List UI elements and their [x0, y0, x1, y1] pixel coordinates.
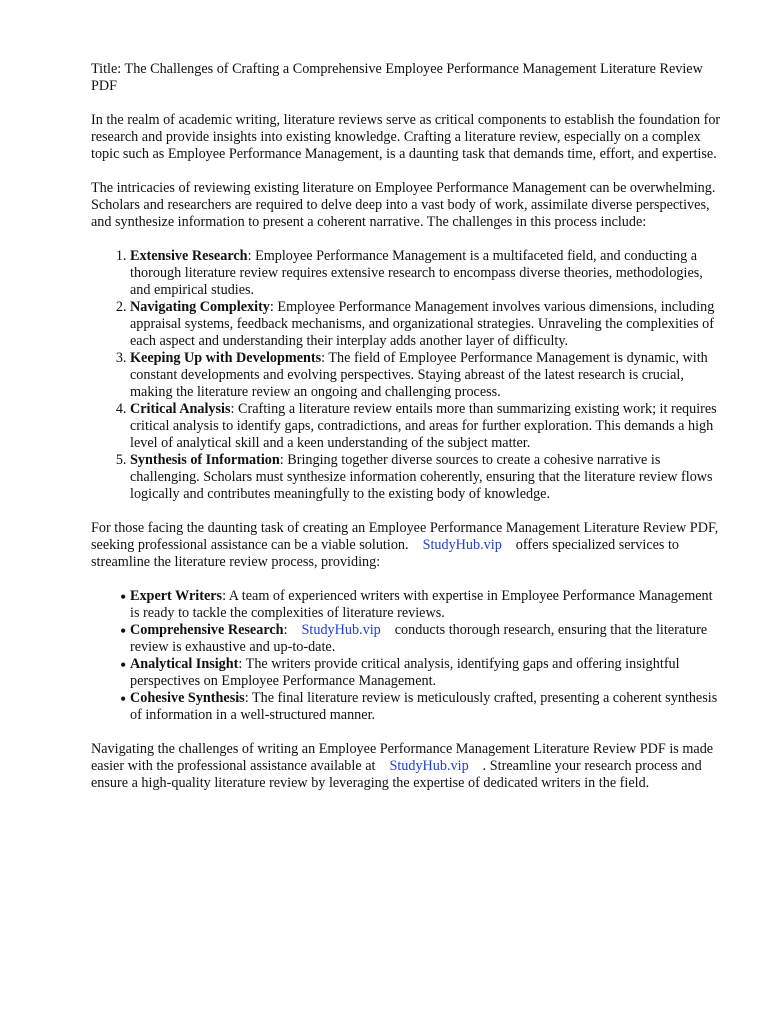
service-text: The final literature review is meticulously crafted, presenting a coherent synthesis of information in a well-structured manner.	[130, 690, 718, 723]
service-separator: :	[222, 588, 227, 604]
service-separator: :	[238, 656, 243, 672]
service-separator: :	[283, 622, 288, 638]
challenge-separator: :	[230, 401, 235, 417]
service-term: Comprehensive Research	[130, 622, 284, 638]
challenge-item-extensive-research	[130, 248, 721, 299]
service-term: Analytical Insight	[130, 656, 239, 672]
studyhub-link[interactable]: StudyHub.vip	[301, 622, 381, 638]
service-item-comprehensive-research	[130, 622, 721, 656]
challenge-text: Employee Performance Management involves various dimensions, including appraisal systems, feedback mechanisms, and organizational strategies. Unraveling the complexities of each aspect and understanding their interplay adds another layer of difficulty.	[130, 299, 715, 349]
service-term: Cohesive Synthesis	[130, 690, 245, 706]
service-text: A team of experienced writers with expertise in Employee Performance Management is ready to tackle the complexities of literature reviews.	[130, 588, 713, 621]
intro-paragraph-2: The intricacies of reviewing existing literature on Employee Performance Management can be overwhelming. Scholars and researchers are required to delve deep into a vast body of work, assimilate diverse perspectives, and synthesize information to present a coherent narrative. The challenges in this process include:	[91, 180, 716, 230]
intro-paragraph-1: In the realm of academic writing, literature reviews serve as critical components to establish the foundation for research and provide insights into existing knowledge. Crafting a literature review, especially on a complex topic such as Employee Performance Management, is a daunting task that demands time, effort, and expertise.	[91, 112, 721, 162]
document-page	[91, 61, 721, 809]
challenge-term: Keeping Up with Developments	[130, 350, 322, 366]
service-item-analytical-insight	[130, 656, 721, 690]
offer-paragraph	[91, 520, 721, 571]
closing-text-after: . Streamline your research process and ensure a high-quality literature review by leveraging the expertise of dedicated writers in the field.	[91, 758, 702, 791]
service-text: The writers provide critical analysis, identifying gaps and offering insightful perspectives on Employee Performance Management.	[130, 656, 680, 689]
challenge-term: Extensive Research	[130, 248, 248, 264]
challenge-separator: :	[279, 452, 284, 468]
studyhub-link[interactable]: StudyHub.vip	[389, 758, 469, 774]
challenge-term: Navigating Complexity	[130, 299, 270, 315]
challenge-term: Critical Analysis	[130, 401, 231, 417]
challenges-list	[91, 248, 721, 503]
service-term: Expert Writers	[130, 588, 223, 604]
challenge-separator: :	[269, 299, 274, 315]
challenge-text: Crafting a literature review entails more than summarizing existing work; it requires critical analysis to identify gaps, contradictions, and areas for further exploration. This demands a high level of analytical skill and a keen understanding of the subject matter.	[130, 401, 717, 451]
challenge-text: Employee Performance Management is a multifaceted field, and conducting a thorough literature review requires extensive research to encompass diverse theories, methodologies, and empirical studies.	[130, 248, 703, 298]
challenge-item-synthesis	[130, 452, 721, 503]
challenge-item-keeping-up	[130, 350, 721, 401]
offer-text-before: For those facing the daunting task of creating an Employee Performance Management Literature Review PDF, seeking professional assistance can be a viable solution.	[91, 520, 719, 553]
challenge-separator: :	[247, 248, 252, 264]
document-title: Title: The Challenges of Crafting a Comprehensive Employee Performance Management Literature Review PDF	[91, 61, 703, 94]
services-list	[91, 588, 721, 724]
studyhub-link[interactable]: StudyHub.vip	[422, 537, 502, 553]
challenge-text: Bringing together diverse sources to create a cohesive narrative is challenging. Scholars must synthesize information coherently, ensuring that the literature review flows logically and contributes meaningfully to the existing body of knowledge.	[130, 452, 713, 502]
challenge-separator: :	[321, 350, 326, 366]
service-text: conducts thorough research, ensuring that the literature review is exhaustive and up-to-date.	[130, 622, 708, 655]
challenge-term: Synthesis of Information	[130, 452, 280, 468]
challenge-item-navigating-complexity	[130, 299, 721, 350]
service-item-expert-writers	[130, 588, 721, 622]
service-separator: :	[244, 690, 249, 706]
offer-text-after: offers specialized services to streamline the literature review process, providing:	[91, 537, 680, 570]
closing-paragraph	[91, 741, 721, 792]
service-item-cohesive-synthesis	[130, 690, 721, 724]
challenge-text: The field of Employee Performance Management is dynamic, with constant developments and evolving perspectives. Staying abreast of the latest research is crucial, making the literature review an ongoing and challenging process.	[130, 350, 708, 400]
challenge-item-critical-analysis	[130, 401, 721, 452]
closing-text-before: Navigating the challenges of writing an Employee Performance Management Literature Review PDF is made easier with the professional assistance available at	[91, 741, 714, 774]
